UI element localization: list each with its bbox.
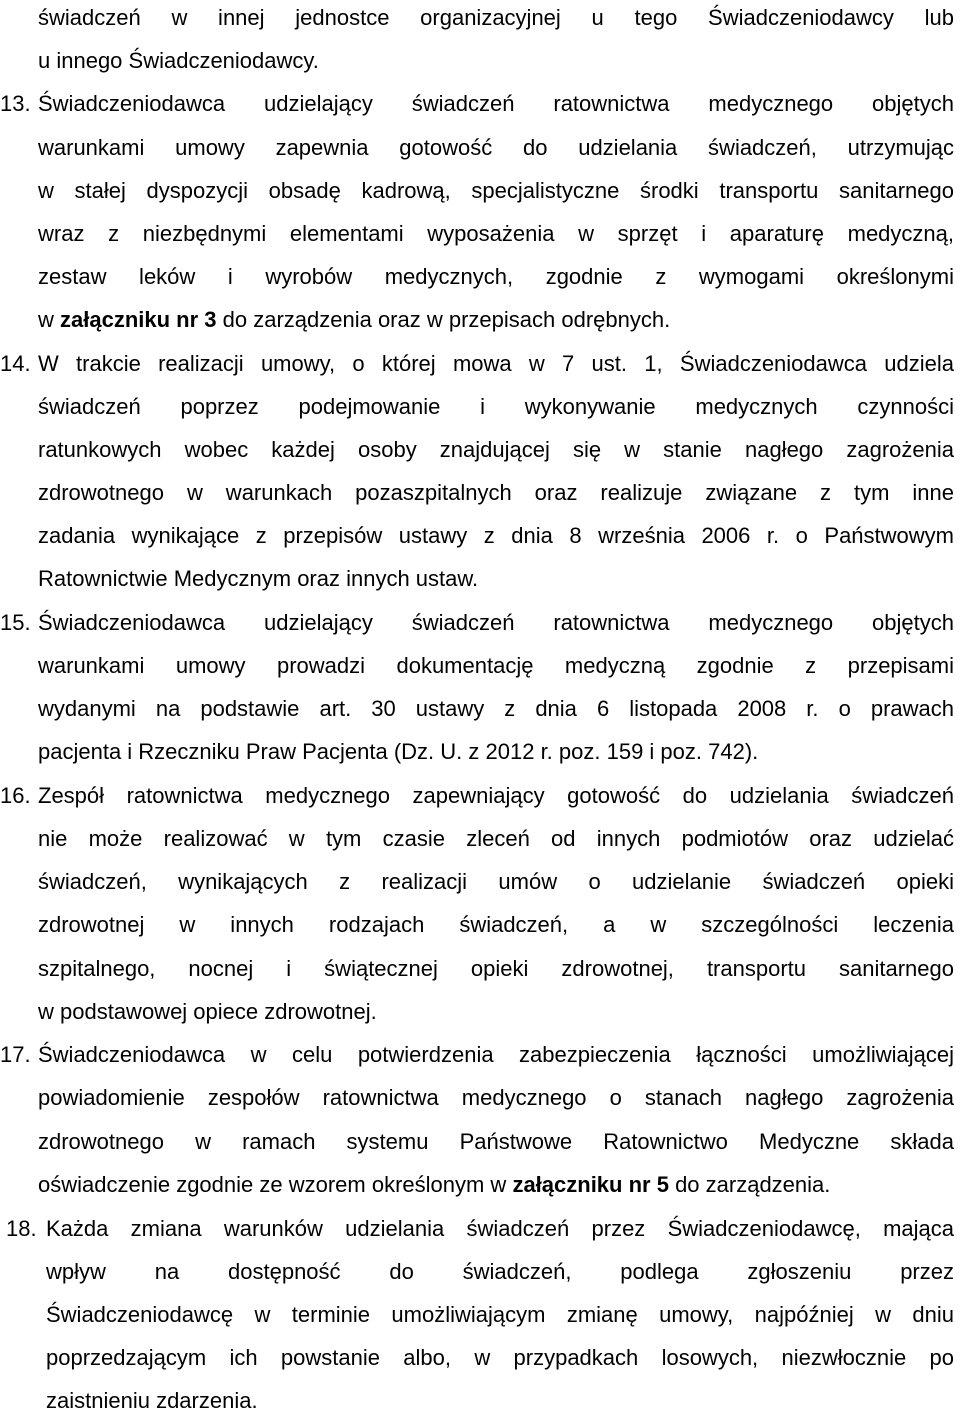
item-13-line: w stałej dyspozycji obsadę kadrową, specjalistyczne środki transportu sanitarnego (38, 178, 954, 203)
item-18-line: Każda zmiana warunków udzielania świadczeń przez Świadczeniodawcę, mająca (46, 1216, 954, 1241)
item-18-line: poprzedzającym ich powstanie albo, w przypadkach losowych, niezwłocznie po (46, 1345, 954, 1370)
item-16-line: szpitalnego, nocnej i świątecznej opieki zdrowotnej, transportu sanitarnego (38, 956, 954, 981)
item-15-line: Świadczeniodawca udzielający świadczeń ratownictwa medycznego objętych (38, 610, 954, 635)
attachment-reference: załączniku nr 3 (60, 307, 217, 332)
item-16-line: zdrowotnej w innych rodzajach świadczeń, a w szczególności leczenia (38, 912, 954, 937)
item-16-line: Zespół ratownictwa medycznego zapewniający gotowość do udzielania świadczeń (38, 783, 954, 808)
item-17-line: powiadomienie zespołów ratownictwa medycznego o stanach nagłego zagrożenia (38, 1085, 954, 1110)
intro-line: u innego Świadczeniodawcy. (38, 48, 319, 73)
attachment-reference: załączniku nr 5 (512, 1172, 669, 1197)
item-13-last-line (38, 305, 954, 335)
item-16-line: nie może realizować w tym czasie zleceń od innych podmiotów oraz udzielać (38, 826, 954, 851)
item-16-line: świadczeń, wynikających z realizacji umów o udzielanie świadczeń opieki (38, 869, 954, 894)
item-18-line: Świadczeniodawcę w terminie umożliwiającym zmianę umowy, najpóźniej w dniu (46, 1302, 954, 1327)
text-segment: oświadczenie zgodnie ze wzorem określonym w (38, 1172, 513, 1197)
item-14-line: Ratownictwie Medycznym oraz innych ustaw. (38, 566, 479, 591)
item-17-line: Świadczeniodawca w celu potwierdzenia zabezpieczenia łączności umożliwiającej (38, 1042, 954, 1067)
item-16-line: w podstawowej opiece zdrowotnej. (38, 999, 377, 1024)
item-number: 14. (0, 351, 31, 376)
item-14-line: W trakcie realizacji umowy, o której mowa w 7 ust. 1, Świadczeniodawca udziela (38, 351, 954, 376)
intro-line: świadczeń w innej jednostce organizacyjnej u tego Świadczeniodawcy lub (38, 5, 954, 30)
item-number: 15. (0, 610, 31, 635)
item-14-line: zadania wynikające z przepisów ustawy z dnia 8 września 2006 r. o Państwowym (38, 523, 954, 548)
item-15-line: warunkami umowy prowadzi dokumentację medyczną zgodnie z przepisami (38, 653, 954, 678)
item-number: 17. (0, 1042, 31, 1067)
item-15-line: wydanymi na podstawie art. 30 ustawy z dnia 6 listopada 2008 r. o prawach (38, 696, 954, 721)
item-18-line: wpływ na dostępność do świadczeń, podlega zgłoszeniu przez (46, 1259, 954, 1284)
text-segment: do zarządzenia. (668, 1172, 831, 1197)
text-segment: do zarządzenia oraz w przepisach odrębnych. (216, 307, 671, 332)
item-13-line: wraz z niezbędnymi elementami wyposażenia w sprzęt i aparaturę medyczną, (38, 221, 954, 246)
item-15-line: pacjenta i Rzeczniku Praw Pacjenta (Dz. U. z 2012 r. poz. 159 i poz. 742). (38, 739, 759, 764)
item-14-line: ratunkowych wobec każdej osoby znajdującej się w stanie nagłego zagrożenia (38, 437, 954, 462)
item-13-line: Świadczeniodawca udzielający świadczeń ratownictwa medycznego objętych (38, 91, 954, 116)
text-segment: w (38, 307, 60, 332)
item-14-line: zdrowotnego w warunkach pozaszpitalnych oraz realizuje związane z tym inne (38, 480, 954, 505)
item-number: 16. (0, 783, 31, 808)
item-14-line: świadczeń poprzez podejmowanie i wykonywanie medycznych czynności (38, 394, 954, 419)
item-number: 13. (0, 91, 31, 116)
item-17-line: zdrowotnego w ramach systemu Państwowe Ratownictwo Medyczne składa (38, 1129, 954, 1154)
item-13-line: warunkami umowy zapewnia gotowość do udzielania świadczeń, utrzymując (38, 135, 954, 160)
item-18-line: zaistnieniu zdarzenia. (46, 1388, 258, 1413)
item-13-line: zestaw leków i wyrobów medycznych, zgodnie z wymogami określonymi (38, 264, 954, 289)
item-number: 18. (6, 1216, 37, 1241)
item-17-last-line (38, 1170, 954, 1200)
